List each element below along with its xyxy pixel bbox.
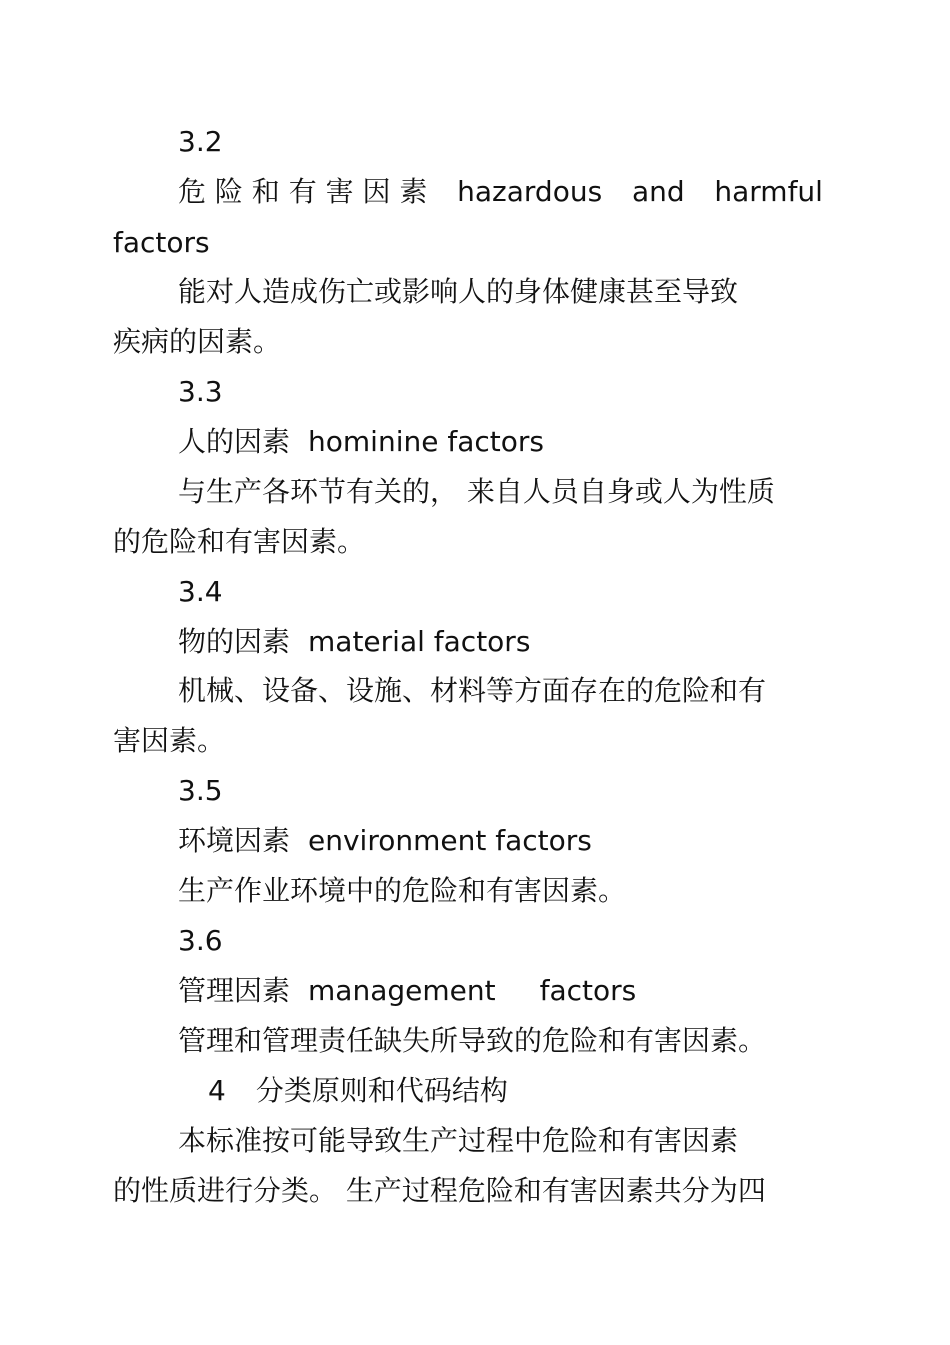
term-en-word-2: and xyxy=(631,175,685,208)
term-heading-3-6 xyxy=(178,973,636,1009)
definition-3-3-line-1: 与生产各环节有关的， 来自人员自身或人为性质 xyxy=(178,475,775,508)
term-en-3-5: environment factors xyxy=(308,824,592,857)
section-4-body-line-2: 的性质进行分类。 生产过程危险和有害因素共分为四 xyxy=(113,1174,766,1207)
term-cn-3-3: 人的因素 xyxy=(178,425,291,458)
term-en-word-1: hazardous xyxy=(457,175,603,208)
term-en-3-3: hominine factors xyxy=(308,425,544,458)
definition-3-6-line-1: 管理和管理责任缺失所导致的危险和有害因素。 xyxy=(178,1024,767,1057)
term-cn-3-6: 管理因素 xyxy=(178,974,291,1007)
definition-3-2-line-2: 疾病的因素。 xyxy=(113,325,282,358)
term-heading-3-5 xyxy=(178,823,592,859)
section-4-body-line-1: 本标准按可能导致生产过程中危险和有害因素 xyxy=(178,1124,739,1157)
term-heading-3-3 xyxy=(178,424,544,460)
term-heading-3-2 xyxy=(178,174,823,210)
definition-3-4-line-1: 机械、设备、设施、材料等方面存在的危险和有 xyxy=(178,674,767,707)
definition-3-4-line-2: 害因素。 xyxy=(113,724,226,757)
section-number-3-6: 3.6 xyxy=(178,924,223,957)
term-en-word-3: harmful xyxy=(714,175,823,208)
section-number-4: 4 xyxy=(208,1074,226,1107)
section-number-3-4: 3.4 xyxy=(178,575,223,608)
term-cn-3-5: 环境因素 xyxy=(178,824,291,857)
section-number-3-2: 3.2 xyxy=(178,125,223,158)
term-en-3-6-a: management xyxy=(308,974,496,1007)
term-en-continuation-3-2: factors xyxy=(113,226,210,259)
term-heading-3-4 xyxy=(178,624,530,660)
definition-3-2-line-1: 能对人造成伤亡或影响人的身体健康甚至导致 xyxy=(178,275,739,308)
term-en-3-6-b: factors xyxy=(539,974,637,1007)
term-en-3-4: material factors xyxy=(308,625,531,658)
term-cn-3-4: 物的因素 xyxy=(178,625,291,658)
section-number-3-5: 3.5 xyxy=(178,774,223,807)
term-cn-3-2: 危 险 和 有 害 因 素 xyxy=(178,175,428,208)
section-number-3-3: 3.3 xyxy=(178,375,223,408)
section-title-4: 分类原则和代码结构 xyxy=(255,1074,508,1107)
section-heading-4 xyxy=(208,1073,508,1109)
definition-3-5-line-1: 生产作业环境中的危险和有害因素。 xyxy=(178,874,627,907)
definition-3-3-line-2: 的危险和有害因素。 xyxy=(113,525,366,558)
